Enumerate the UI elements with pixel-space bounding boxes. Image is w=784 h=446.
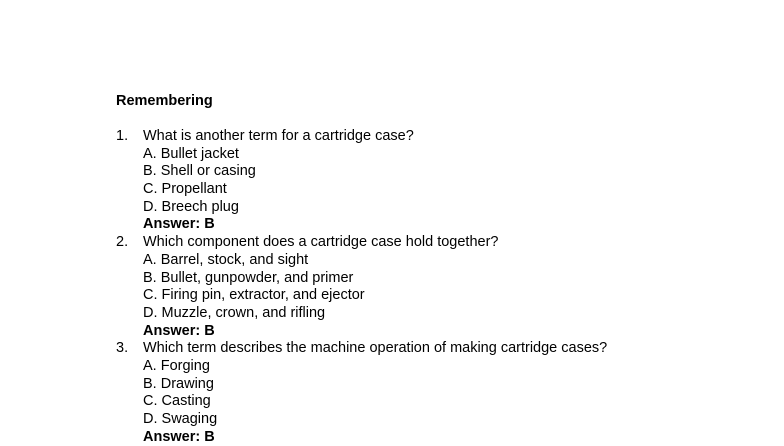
question-number: 1. [116, 128, 129, 144]
option-a: A. Forging [143, 357, 210, 374]
question-text: What is another term for a cartridge case? [143, 128, 414, 144]
answer-key: Answer: B [143, 216, 215, 233]
option-d: D. Swaging [143, 411, 218, 427]
option-d: D. Muzzle, crown, and rifling [143, 304, 326, 321]
option-c: C. Firing pin, extractor, and ejector [143, 287, 365, 304]
question-list [116, 128, 756, 446]
question-line [116, 128, 756, 146]
question-line [116, 340, 756, 358]
option-b: B. Shell or casing [143, 163, 256, 180]
question-number: 3. [116, 340, 129, 357]
answer-key: Answer: B [143, 322, 215, 339]
option-a: A. Barrel, stock, and sight [143, 251, 309, 268]
option-a: A. Bullet jacket [143, 145, 239, 162]
question-text: Which term describes the machine operation of making cartridge cases? [143, 340, 608, 357]
question-2 [116, 234, 756, 340]
question-number: 2. [116, 234, 129, 251]
question-line [116, 234, 756, 252]
question-1 [116, 128, 756, 234]
question-text: Which component does a cartridge case hold together? [143, 234, 499, 251]
option-c: C. Propellant [143, 181, 227, 198]
question-3 [116, 340, 756, 446]
option-c: C. Casting [143, 393, 211, 410]
answer-key: Answer: B [143, 428, 215, 445]
option-b: B. Drawing [143, 375, 214, 392]
option-d: D. Breech plug [143, 198, 239, 215]
option-b: B. Bullet, gunpowder, and primer [143, 269, 354, 286]
section-heading: Remembering [116, 93, 213, 109]
